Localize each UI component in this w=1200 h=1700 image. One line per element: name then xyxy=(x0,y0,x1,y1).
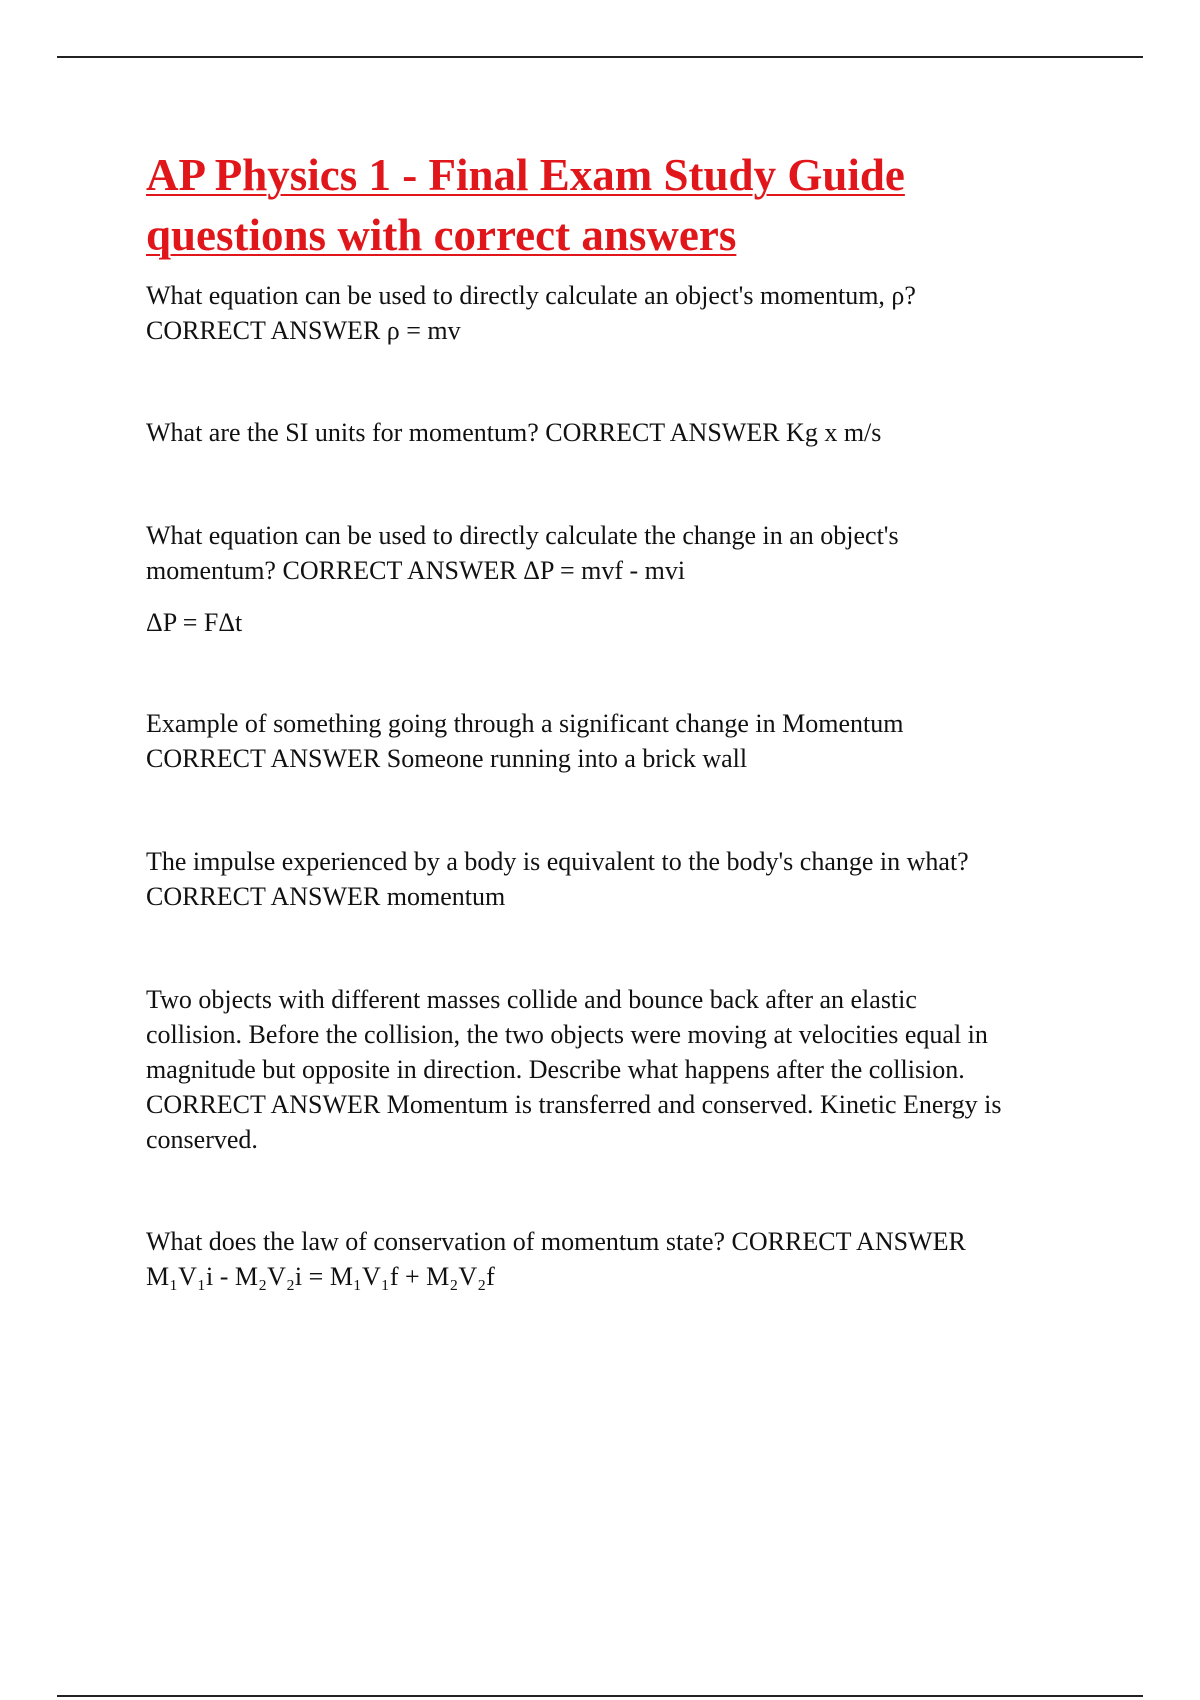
qa-item-momentum-equation xyxy=(146,278,1096,348)
qa-text-line: What equation can be used to directly calculate the change in an object's xyxy=(146,521,899,550)
qa-text-line: The impulse experienced by a body is equivalent to the body's change in what? xyxy=(146,847,969,876)
document-body xyxy=(146,145,1096,1294)
qa-item-elastic-collision xyxy=(146,982,1096,1157)
qa-text-line: momentum? CORRECT ANSWER ΔP = mvf - mvi xyxy=(146,556,686,585)
qa-text-line: Two objects with different masses collide and bounce back after an elastic xyxy=(146,985,917,1014)
qa-text-line: CORRECT ANSWER Momentum is transferred and conserved. Kinetic Energy is xyxy=(146,1090,1002,1119)
qa-item-change-in-momentum xyxy=(146,518,1096,640)
qa-text-line: What does the law of conservation of momentum state? CORRECT ANSWER xyxy=(146,1227,966,1256)
qa-text-line: CORRECT ANSWER Someone running into a brick wall xyxy=(146,744,748,773)
qa-text-line: CORRECT ANSWER momentum xyxy=(146,882,506,911)
qa-text-line: M₁V₁i - M₂V₂i = M₁V₁f + M₂V₂f xyxy=(146,1262,495,1291)
title-line-1: AP Physics 1 - Final Exam Study Guide xyxy=(146,150,905,200)
qa-text-line: What are the SI units for momentum? CORRECT ANSWER Kg x m/s xyxy=(146,418,882,447)
qa-text-line: conserved. xyxy=(146,1125,258,1154)
document-title xyxy=(146,145,1096,265)
qa-item-significant-change xyxy=(146,706,1096,776)
qa-text-line: collision. Before the collision, the two objects were moving at velocities equal in xyxy=(146,1020,988,1049)
qa-item-impulse xyxy=(146,844,1096,914)
bottom-rule xyxy=(57,1695,1143,1697)
qa-text-line: magnitude but opposite in direction. Describe what happens after the collision. xyxy=(146,1055,965,1084)
top-rule xyxy=(57,56,1143,58)
qa-extra-line: ΔP = FΔt xyxy=(146,608,243,637)
qa-item-si-units xyxy=(146,415,1096,450)
qa-text-line: Example of something going through a significant change in Momentum xyxy=(146,709,904,738)
title-line-2: questions with correct answers xyxy=(146,210,737,260)
qa-text-line: What equation can be used to directly calculate an object's momentum, ρ? xyxy=(146,281,916,310)
qa-item-conservation-law xyxy=(146,1224,1096,1294)
qa-text-line: CORRECT ANSWER ρ = mv xyxy=(146,316,461,345)
